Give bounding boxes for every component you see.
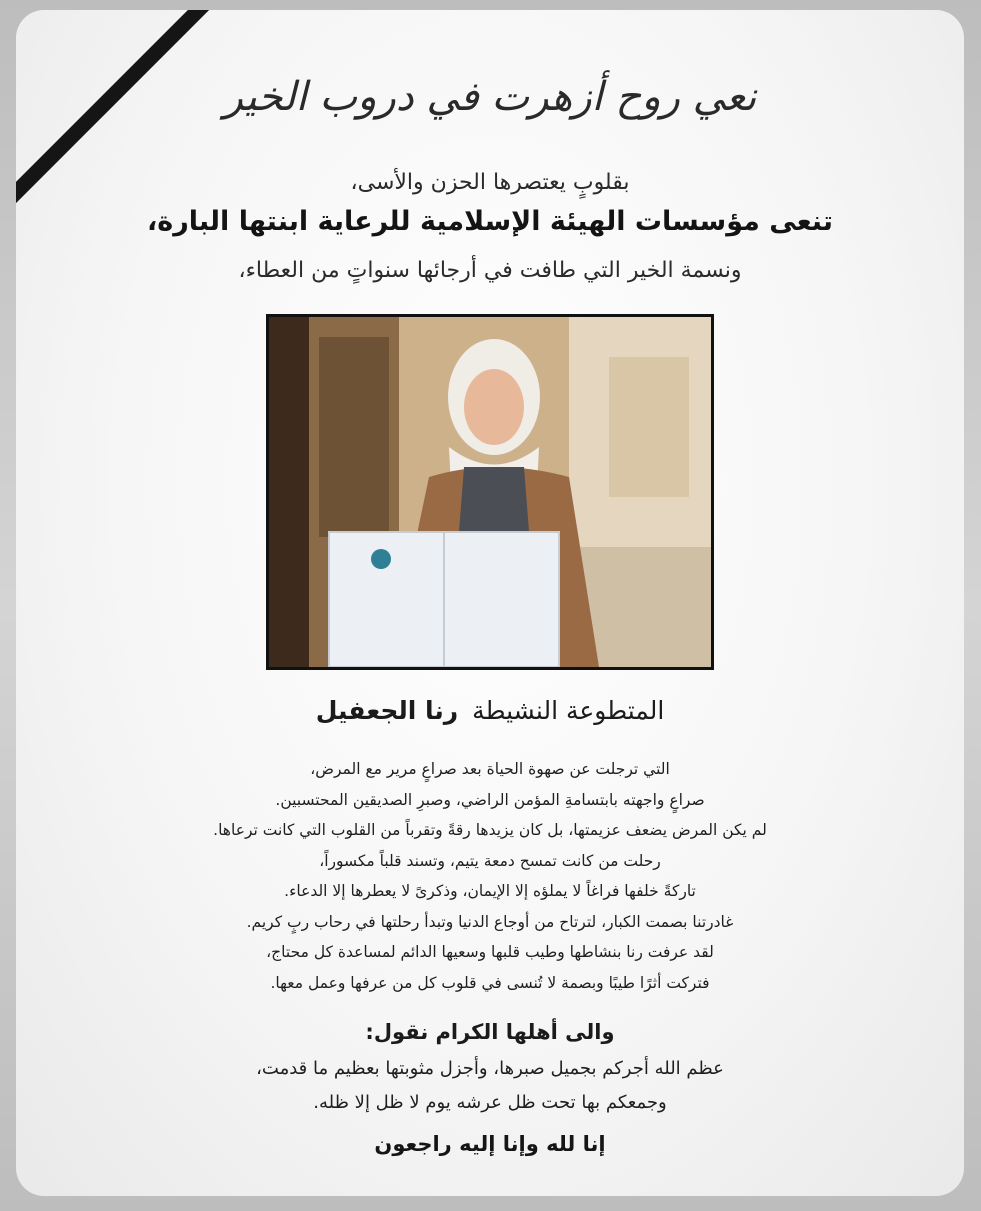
obituary-body (16, 754, 964, 998)
obituary-card (16, 10, 964, 1196)
intro-line-1: بقلوبٍ يعتصرها الحزن والأسى، (350, 170, 630, 195)
intro-line-2: تنعى مؤسسات الهيئة الإسلامية للرعاية ابنتها البارة، (147, 206, 833, 237)
condolence-line: عظم الله أجركم بجميل صبرها، وأجزل مثوبتها بعظيم ما قدمت، (256, 1058, 724, 1079)
condolence-line: وجمعكم بها تحت ظل عرشه يوم لا ظل إلا ظله. (313, 1092, 667, 1113)
body-line: لم يكن المرض يضعف عزيمتها، بل كان يزيدها رقةً وتقرباً من القلوب التي كانت ترعاها. (213, 821, 767, 839)
body-line: رحلت من كانت تمسح دمعة يتيم، وتسند قلباً مكسوراً، (319, 851, 661, 870)
portrait-photo (266, 314, 714, 670)
body-line: فتركت أثرًا طيبًا وبصمة لا تُنسى في قلوب كل من عرفها وعمل معها. (270, 973, 710, 992)
family-address-title: والى أهلها الكرام نقول: (365, 1020, 615, 1044)
deceased-role: المتطوعة النشيطة (472, 696, 665, 725)
closing-verse: إنا لله وإنا إليه راجعون (374, 1132, 606, 1156)
headline: نعي روح أزهرت في دروب الخير (223, 74, 757, 120)
intro-line-3: ونسمة الخير التي طافت في أرجائها سنواتٍ من العطاء، (238, 258, 742, 283)
body-line: تاركةً خلفها فراغاً لا يملؤه إلا الإيمان، وذكرىً لا يعطرها إلا الدعاء. (284, 882, 696, 900)
portrait-illustration (269, 317, 711, 667)
deceased-title (16, 696, 964, 725)
condolence-lines (16, 1052, 964, 1120)
body-line: صراعٍ واجهته بابتسامةِ المؤمن الراضي، وصبرِ الصديقين المحتسبين. (275, 790, 705, 809)
deceased-name: رنا الجعفيل (315, 696, 459, 725)
body-line: لقد عرفت رنا بنشاطها وطيب قلبها وسعيها الدائم لمساعدة كل محتاج، (266, 943, 714, 961)
body-line: غادرتنا بصمت الكبار، لترتاح من أوجاع الدنيا وتبدأ رحلتها في رحاب ربٍ كريم. (246, 912, 734, 931)
body-line: التي ترجلت عن صهوة الحياة بعد صراعٍ مرير مع المرض، (310, 760, 670, 778)
